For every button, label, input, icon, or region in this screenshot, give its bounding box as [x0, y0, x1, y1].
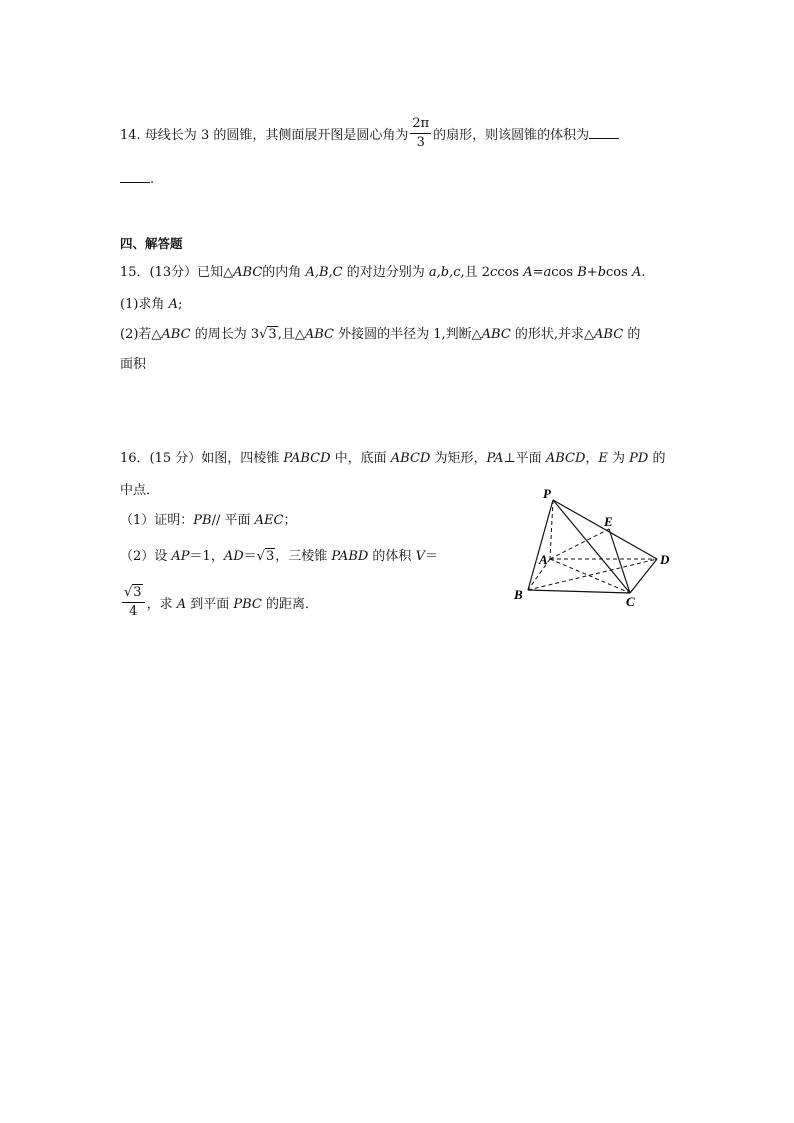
q16-fraction — [122, 584, 145, 621]
question-16-part2-line2: $\frac{√3}{4}$ ，求 A 到平面 PBC 的距离． — [124, 585, 319, 619]
q14-fraction-numerator: 2π — [410, 115, 431, 134]
edge-ac — [550, 559, 630, 593]
question-15-part1: (1)求角 A; — [120, 297, 183, 312]
question-16-part2: （2）设 AP＝1，AD＝√3，三棱锥 PABD 的体积 V＝ — [120, 549, 438, 564]
edge-bc — [528, 590, 630, 593]
edge-ec — [609, 529, 630, 593]
q14-fraction — [410, 115, 431, 152]
q14-answer-blank-cont — [120, 170, 150, 183]
edge-pb — [528, 500, 553, 590]
label-b: B — [514, 587, 523, 602]
question-15-line1: 15．(13分）已知△ABC的内角 A,B,C 的对边分别为 a,b,c,且 2ccos A=acos B+bcos A. — [120, 265, 646, 280]
label-c: C — [626, 594, 635, 608]
q14-text-b: 的扇形，则该圆锥的体积为 — [433, 128, 590, 143]
q14-answer-blank — [589, 126, 619, 139]
question-14-line2 — [120, 170, 154, 187]
q15-sqrt: √3 — [259, 327, 277, 342]
q14-fraction-denominator: 3 — [416, 135, 425, 150]
q16-fraction-denominator: 4 — [129, 604, 138, 619]
q14-line2-end: . — [150, 172, 155, 187]
q16-fraction-numerator: √3 — [122, 584, 145, 603]
section-heading: 四、解答题 — [120, 236, 183, 251]
pyramid-figure — [508, 483, 678, 608]
q16-sqrt: √3 — [256, 549, 275, 564]
edge-pd — [553, 500, 657, 559]
q14-text-a: 14. 母线长为 3 的圆锥，其侧面展开图是圆心角为 — [120, 128, 409, 143]
label-e: E — [604, 514, 613, 529]
label-a: A — [539, 552, 548, 567]
edge-pc — [553, 500, 630, 593]
label-p: P — [543, 486, 551, 501]
question-16-line2: 中点． — [120, 483, 160, 498]
question-15-part2-line2: 面积 — [120, 357, 147, 372]
edge-ae — [550, 529, 609, 559]
edge-cd — [630, 559, 657, 593]
question-15-part2: (2)若△ABC 的周长为 3√3,且△ABC 外接圆的半径为 1,判断△ABC 的形状,并求△ABC 的 — [120, 327, 641, 342]
question-16-line1: 16．(15 分）如图，四棱锥 PABCD 中，底面 ABCD 为矩形，PA⊥平面 ABCD，E 为 PD 的 — [120, 451, 666, 466]
question-16-part1: （1）证明：PB// 平面 AEC； — [120, 513, 297, 528]
label-d: D — [660, 552, 670, 567]
question-14-line1 — [120, 117, 619, 154]
